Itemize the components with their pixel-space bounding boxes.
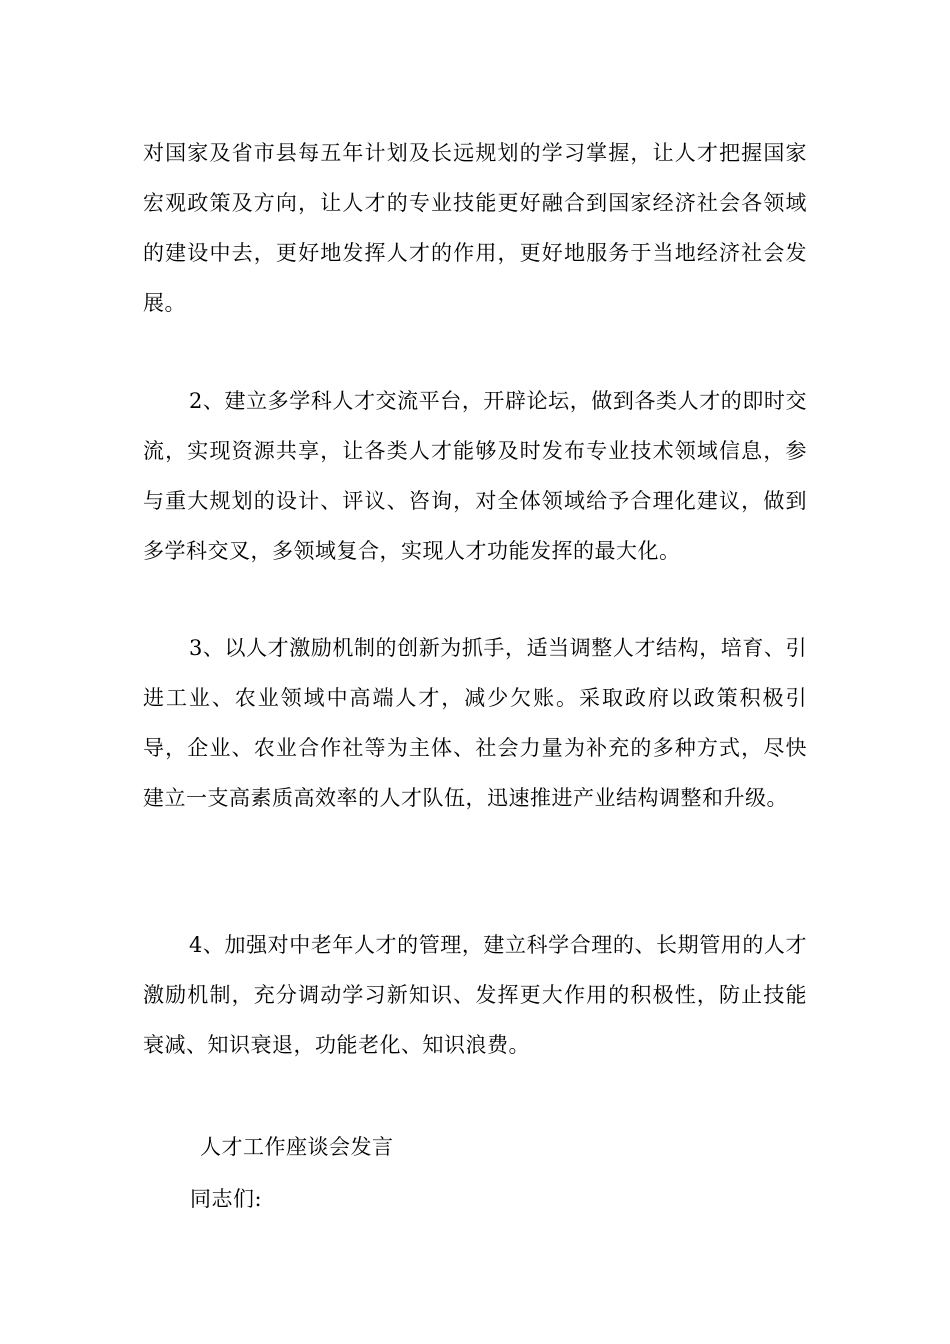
speech-title: 人才工作座谈会发言 <box>200 1135 394 1159</box>
speech-greeting: 同志们: <box>190 1187 263 1211</box>
paragraph-item-4: 4、加强对中老年人才的管理，建立科学合理的、长期管用的人才激励机制，充分调动学习新知识、发挥更大作用的积极性，防止技能衰减、知识衰退，功能老化、知识浪费。 <box>143 933 807 1057</box>
paragraph-item-3: 3、以人才激励机制的创新为抓手，适当调整人才结构，培育、引进工业、农业领域中高端人才，减少欠账。采取政府以政策积极引导，企业、农业合作社等为主体、社会力量为补充的多种方式，尽快建立一支高素质高效率的人才队伍，迅速推进产业结构调整和升级。 <box>143 636 807 810</box>
paragraph-item-2: 2、建立多学科人才交流平台，开辟论坛，做到各类人才的即时交流，实现资源共享，让各类人才能够及时发布专业技术领域信息，参与重大规划的设计、评议、咨询，对全体领域给予合理化建议，做到多学科交叉，多领域复合，实现人才功能发挥的最大化。 <box>143 389 807 563</box>
paragraph-continuation: 对国家及省市县每五年计划及长远规划的学习掌握，让人才把握国家宏观政策及方向，让人才的专业技能更好融合到国家经济社会各领域的建设中去，更好地发挥人才的作用，更好地服务于当地经济社会发展。 <box>143 141 807 315</box>
